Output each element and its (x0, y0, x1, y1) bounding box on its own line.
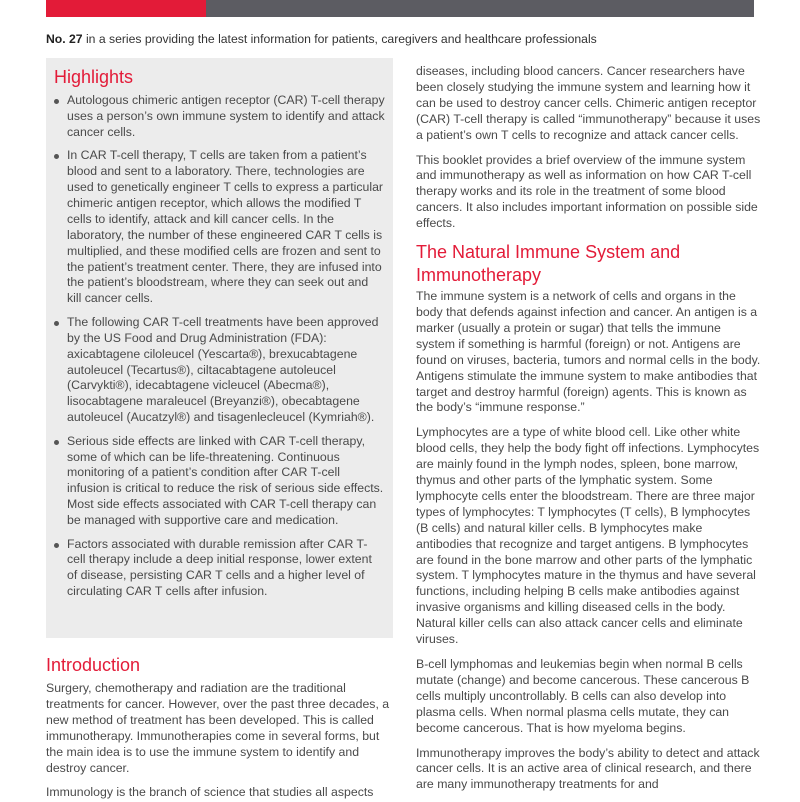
highlight-text: Serious side effects are linked with CAR T-cell therapy, some of which can be life-threatening. Continuous monitoring of a patient’s condition after CAR T-cell infusion is critical to reduce the risk of serious side effects. Most side effects associated with CAR T-cell therapy can be managed with supportive care and medication. (67, 433, 384, 528)
highlight-text: The following CAR T-cell treatments have been approved by the US Food and Drug Administration (FDA): axicabtagene ciloleucel (Yescarta®), brexucabtagene autoleucel (Tecartus®), ciltacabtagene autoleucel (Carvykti®), idecabtagene vicleucel (Abecma®), lisocabtagene maraleucel (Breyanzi®), obecabtagene autoleucel (Aucatzyl®) and tisagenlecleucel (Kymriah®). (67, 314, 379, 425)
highlight-item (54, 93, 385, 141)
body-paragraph: diseases, including blood cancers. Cancer researchers have been closely studying the immune system and learning how it can be used to destroy cancer cells. Chimeric antigen receptor (CAR) T-cell therapy is called “immunotherapy” because it uses a patient’s own T cells to recognize and attack cancer cells. (416, 64, 761, 142)
introduction-title: Introduction (46, 655, 141, 675)
right-column (416, 64, 761, 802)
header-bar-accent (46, 0, 206, 17)
bullet-icon (54, 440, 59, 445)
highlights-box (46, 58, 393, 638)
bullet-icon (54, 154, 59, 159)
body-paragraph: B-cell lymphomas and leukemias begin when normal B cells mutate (change) and become cancerous. These cancerous B cells multiply uncontrollably. B cells can also develop into plasma cells. When normal plasma cells mutate, they can become cancerous. That is how myeloma begins. (416, 657, 750, 735)
body-paragraph: Lymphocytes are a type of white blood cell. Like other white blood cells, they help the body fight off infections. Lymphocytes are mainly found in the lymph nodes, spleen, bone marrow, thymus and other parts of the lymphatic system. Some lymphocyte cells enter the bloodstream. There are three major types of lymphocytes: T lymphocytes (T cells), B lymphocytes (B cells) and natural killer cells. B lymphocytes make antibodies that recognize and target antigens. B lymphocytes are found in the bone marrow and other parts of the lymphatic system. T lymphocytes mature in the thymus and have several functions, including helping B cells make antibodies against invasive organisms and killing diseased cells in the body. Natural killer cells can also attack cancer cells and eliminate viruses. (416, 425, 760, 647)
highlight-item (54, 148, 385, 307)
series-text: in a series providing the latest information for patients, caregivers and healthcare professionals (82, 32, 597, 46)
introduction-paragraph: Immunology is the branch of science that studies all aspects (46, 785, 374, 800)
bullet-icon (54, 321, 59, 326)
section-title: The Natural Immune System and Immunotherapy (416, 242, 681, 286)
header-bar-gray (206, 0, 754, 17)
bullet-icon (54, 543, 59, 548)
highlights-list (54, 93, 385, 600)
body-paragraph: Immunotherapy improves the body’s ability to detect and attack cancer cells. It is an active area of clinical research, and there are many immunotherapy treatments for and (416, 745, 760, 792)
highlight-text: Autologous chimeric antigen receptor (CAR) T-cell therapy uses a person’s own immune system to identify and attack cancer cells. (67, 93, 385, 139)
highlight-item (54, 434, 385, 529)
header-bar (46, 0, 754, 17)
series-number: No. 27 (46, 32, 83, 46)
introduction-section (46, 654, 393, 801)
body-paragraph: This booklet provides a brief overview of the immune system and immunotherapy as well as information on how CAR T-cell therapy works and its role in the treatment of some blood cancers. It also includes important information on possible side effects. (416, 152, 758, 231)
body-paragraph: The immune system is a network of cells and organs in the body that defends against infection and cancer. An antigen is a marker (usually a protein or sugar) that tells the immune system if something is harmful (foreign) or not. Antigens are found on viruses, bacteria, tumors and normal cells in the body. Antigens stimulate the immune system to make antibodies that target and destroy harmful (foreign) agents. This is known as the body’s “immune response.” (416, 289, 761, 415)
highlights-title: Highlights (54, 67, 134, 87)
highlight-text: Factors associated with durable remission after CAR T-cell therapy include a deep initial response, lower extent of disease, persisting CAR T cells and a higher level of circulating CAR T cells after infusion. (67, 536, 372, 599)
highlight-item (54, 537, 385, 601)
introduction-paragraph: Surgery, chemotherapy and radiation are the traditional treatments for cancer. However, over the past three decades, a new method of treatment has been developed. This is called immunotherapy. Immunotherapies come in several forms, but the main idea is to use the immune system to identify and destroy cancer. (46, 681, 390, 775)
highlight-item (54, 315, 385, 426)
series-line (46, 31, 766, 47)
highlight-text: In CAR T-cell therapy, T cells are taken from a patient’s blood and sent to a laboratory. There, technologies are used to genetically engineer T cells to express a particular chimeric antigen receptor, which allows the modified T cells to identify, attack and kill cancer cells. In the laboratory, the number of these engineered CAR T cells is multiplied, and these modified cells are frozen and sent to the patient’s treatment center. There, they are infused into the patient’s bloodstream, where they can seek out and kill cancer cells. (67, 148, 384, 306)
bullet-icon (54, 99, 59, 104)
